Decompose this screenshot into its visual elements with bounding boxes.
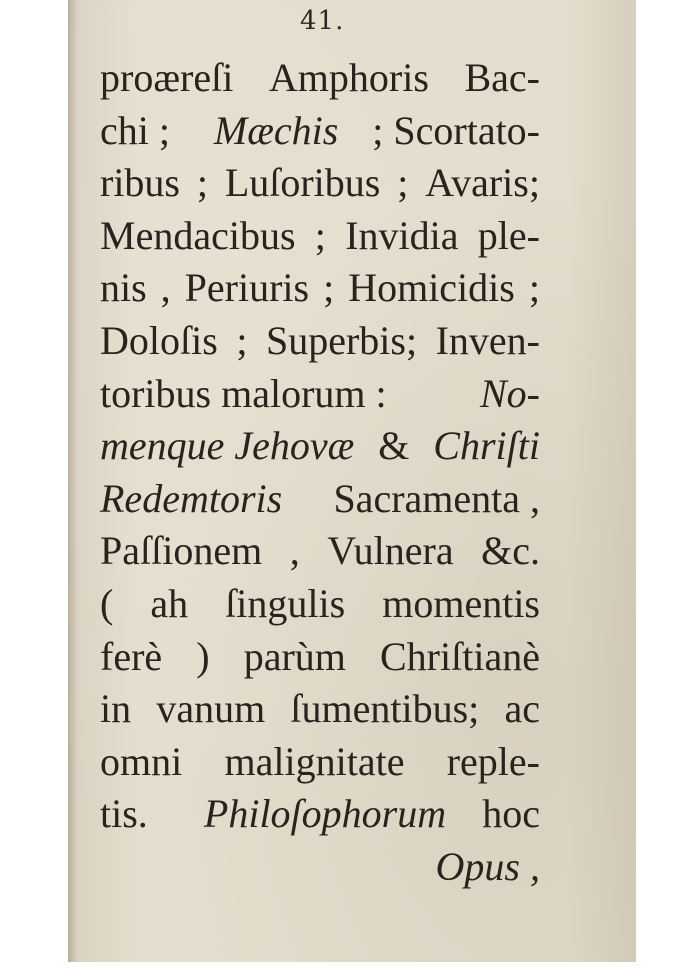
text-line-content (100, 52, 540, 105)
text-line-content (100, 525, 540, 578)
text-segment (100, 262, 540, 315)
word: Superbis; (265, 317, 418, 363)
italic-text-segment: Redemtoris (100, 475, 283, 521)
page-number: 41. (300, 6, 345, 36)
text-segment: chi ; (100, 107, 180, 153)
text-line (100, 736, 540, 789)
word: Inven- (435, 317, 540, 363)
word: ; (314, 212, 326, 258)
text-segment (100, 631, 540, 684)
text-line-content (100, 157, 540, 210)
italic-text-segment: Chriſti (433, 423, 540, 469)
word: in (100, 686, 132, 732)
text-line (100, 157, 540, 210)
text-line-content (100, 420, 540, 473)
text-line-content (100, 683, 540, 736)
word: ah (150, 580, 189, 626)
text-line (100, 841, 540, 894)
text-line-content (100, 210, 540, 263)
italic-text-segment: Mæchis (213, 107, 339, 153)
text-line-content (100, 473, 540, 526)
word: ; (196, 160, 208, 206)
word: ſumentibus; (290, 686, 480, 732)
text-line (100, 105, 540, 158)
text-line-content (100, 578, 540, 631)
word: vanum (156, 686, 266, 732)
text-line (100, 788, 540, 841)
text-segment: ; Scortato- (372, 107, 540, 153)
word: malignitate (224, 738, 405, 784)
text-segment: & (368, 423, 420, 469)
text-segment (100, 210, 540, 263)
word: Amphoris (268, 55, 429, 100)
text-line-content (100, 262, 540, 315)
text-segment (100, 578, 540, 631)
italic-text-segment: menque Jehovæ (100, 423, 355, 469)
word: ; (528, 265, 540, 311)
text-line (100, 631, 540, 684)
text-line-content (100, 368, 540, 421)
text-line (100, 262, 540, 315)
word: ple- (477, 212, 540, 258)
text-line (100, 210, 540, 263)
word: ( (100, 580, 114, 626)
word: Periuris (184, 265, 310, 311)
text-segment (100, 525, 540, 578)
word: nis (100, 265, 147, 311)
word: Avaris; (425, 160, 540, 206)
word: Bac- (464, 55, 540, 100)
text-line (100, 315, 540, 368)
word: &c. (481, 528, 540, 574)
text-line-content (100, 788, 540, 841)
word: Luſoribus (224, 160, 381, 206)
word: Invidia (345, 212, 459, 258)
italic-text-segment: Opus , (435, 843, 540, 889)
italic-text-segment: No- (480, 370, 540, 416)
text-line-content (100, 105, 540, 158)
word: ferè (100, 633, 163, 679)
word: Mendacibus (100, 212, 296, 258)
text-line (100, 525, 540, 578)
word: , (289, 528, 300, 574)
word: Vulnera (327, 528, 454, 574)
word: momentis (382, 580, 540, 626)
page-gutter-shadow (68, 0, 78, 962)
word: ; (236, 317, 248, 363)
word: Doloſis (100, 317, 218, 363)
text-line (100, 473, 540, 526)
text-segment: hoc (472, 791, 540, 837)
text-line (100, 683, 540, 736)
word: reple- (446, 738, 540, 784)
text-segment (100, 157, 540, 210)
text-line (100, 578, 540, 631)
text-segment (100, 683, 540, 736)
italic-text-segment: Philoſophorum (203, 791, 447, 837)
text-segment: tis. (100, 791, 178, 837)
text-line-content (436, 841, 540, 894)
word: omni (100, 738, 183, 784)
word: ) (196, 633, 210, 679)
word: ; (397, 160, 409, 206)
text-segment: toribus malorum : (100, 370, 397, 416)
text-segment: Sacramenta , (323, 475, 540, 521)
word: ; (323, 265, 335, 311)
word: proæreſi (100, 55, 234, 100)
text-line-content (100, 736, 540, 789)
text-line (100, 420, 540, 473)
word: ribus (100, 160, 180, 206)
text-line (100, 52, 540, 105)
text-segment (100, 315, 540, 368)
word: Chriſtianè (380, 633, 540, 679)
text-segment (100, 736, 540, 789)
page-text (100, 52, 540, 894)
text-lines (100, 52, 540, 894)
text-line-content (100, 631, 540, 684)
word: Homicidis (348, 265, 515, 311)
word: ſingulis (225, 580, 346, 626)
text-segment (100, 52, 540, 105)
text-line (100, 368, 540, 421)
text-line-content (100, 315, 540, 368)
word: , (160, 265, 171, 311)
word: Paſſionem (100, 528, 263, 574)
word: parùm (243, 633, 346, 679)
word: ac (504, 686, 540, 732)
